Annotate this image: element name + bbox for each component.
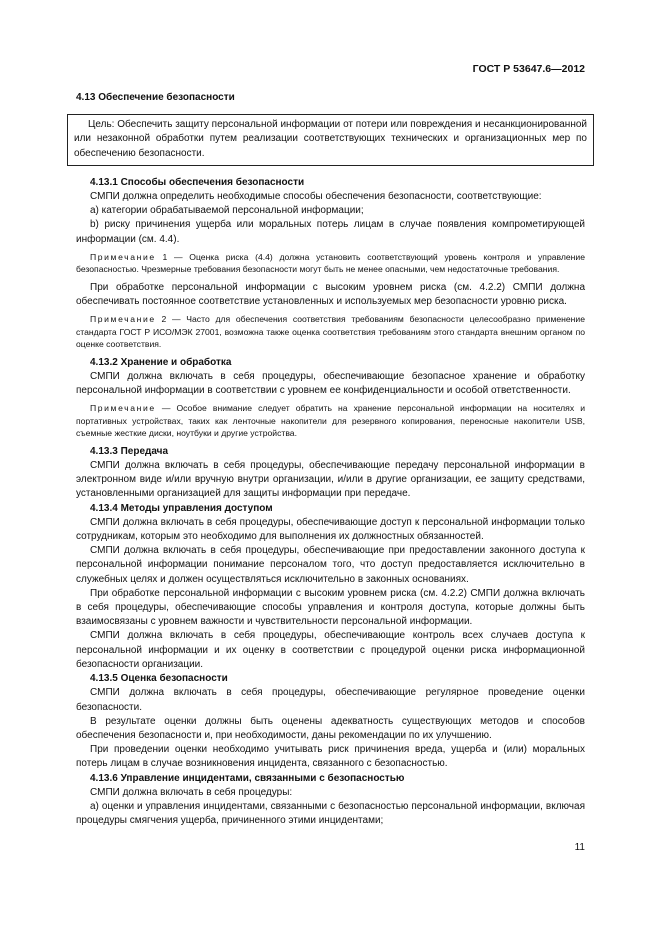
paragraph: СМПИ должна определить необходимые способы обеспечения безопасности, соответствующие: — [90, 191, 542, 203]
subsection-title-4132: 4.13.2 Хранение и обработка — [90, 356, 232, 368]
paragraph: СМПИ должна включать в себя процедуры, обеспечивающие доступ к персональной информации только сотрудникам, которым это необходимо для выполнения их должностных обязанностей. — [76, 516, 585, 543]
note-2 — [76, 313, 585, 351]
subsection-title-4131: 4.13.1 Способы обеспечения безопасности — [90, 176, 305, 188]
note-label: Примечание — [90, 314, 156, 325]
list-item: b) риску причинения ущерба или моральных потерь лицам в случае появления компрометирующей информации (см. 4.4). — [76, 219, 585, 245]
paragraph: СМПИ должна включать в себя процедуры, обеспечивающие при предоставлении законного доступа к персональной информации понимание персоналом того, что доступ предоставляется исключительно в служебных целях и должен осуществляться исключительно в законных основаниях. — [76, 545, 585, 585]
paragraph: При проведении оценки необходимо учитывать риск причинения вреда, ущерба и (или) моральных потерь лицам в случае возникновения инцидента, связанного с безопасностью. — [76, 744, 585, 770]
paragraph: СМПИ должна включать в себя процедуры, обеспечивающие регулярное проведение оценки безопасности. — [76, 687, 585, 713]
paragraph: СМПИ должна включать в себя процедуры, обеспечивающие контроль всех случаев доступа к персональной информации и их оценку в соответствии с процедурой оценки риска информационной безопасности организации. — [76, 630, 585, 670]
goal-box: Цель: Обеспечить защиту персональной информации от потери или повреждения и несанкционированной или незаконной обработки путем реализации соответствующих технических и организационных мер по обеспечению безопасности. — [67, 114, 594, 166]
note-text: 1 — Оценка риска (4.4) должна установить соответствующий уровень контроля и управление безопасностью. Чрезмерные требования безопасности могут быть не менее опасными, чем недостаточные требования. — [76, 251, 585, 275]
list-item: a) категории обрабатываемой персональной информации; — [90, 205, 364, 217]
paragraph: СМПИ должна включать в себя процедуры, обеспечивающие передачу персональной информации в электронном виде и/или вручную внутри организации, и/или в другие организации, ее защиту средствами, установленными организацией для защиты информации при передаче. — [76, 460, 585, 500]
note-label: Примечание — [90, 403, 156, 414]
note-3 — [76, 402, 585, 440]
paragraph: В результате оценки должны быть оценены адекватность существующих методов и способов обеспечения безопасности и, при необходимости, даны рекомендации по их улучшению. — [76, 715, 585, 741]
document-id-header: ГОСТ Р 53647.6—2012 — [472, 63, 585, 75]
paragraph: При обработке персональной информации с высоким уровнем риска (см. 4.2.2) СМПИ должна включать в себя процедуры, обеспечивающие способы управления и контроля доступа, которые должны быть взаимосвязаны с уровнем важности и чувствительности персональной информации. — [76, 587, 585, 628]
subsection-title-4134: 4.13.4 Методы управления доступом — [90, 502, 273, 514]
subsection-title-4133: 4.13.3 Передача — [90, 445, 169, 457]
note-1 — [76, 251, 585, 276]
paragraph: При обработке персональной информации с высоким уровнем риска (см. 4.2.2) СМПИ должна обеспечивать постоянное соответствие установленных и используемых мер безопасности уровню риска. — [76, 281, 585, 308]
subsection-title-4136: 4.13.6 Управление инцидентами, связанными с безопасностью — [90, 772, 405, 784]
paragraph: СМПИ должна включать в себя процедуры, обеспечивающие безопасное хранение и обработку персональной информации в соответствии с уровнем ее конфиденциальности и особой ответственности. — [76, 370, 585, 397]
section-title: 4.13 Обеспечение безопасности — [76, 92, 235, 103]
subsection-title-4135: 4.13.5 Оценка безопасности — [90, 673, 228, 685]
page-content — [76, 91, 585, 828]
note-text: — Особое внимание следует обратить на хранение персональной информации на носителях и портативных устройствах, таких как ленточные накопители для резервного копирования, переносные накопители USB, съемные жесткие диски, ноутбуки и другие устройства. — [76, 403, 585, 439]
note-label: Примечание — [90, 251, 156, 262]
paragraph: СМПИ должна включать в себя процедуры: — [90, 786, 293, 798]
list-item: а) оценки и управления инцидентами, связанными с безопасностью персональной информации, включая процедуры смягчения ущерба, причиненного этими инцидентами; — [76, 800, 585, 827]
note-text: 2 — Часто для обеспечения соответствия требованиям безопасности целесообразно применение стандарта ГОСТ Р ИСО/МЭК 27001, возможна также оценка соответствия требованиям этого стандарта внешним органом по оценке соответствия. — [76, 314, 585, 350]
page-number: 11 — [574, 842, 585, 853]
